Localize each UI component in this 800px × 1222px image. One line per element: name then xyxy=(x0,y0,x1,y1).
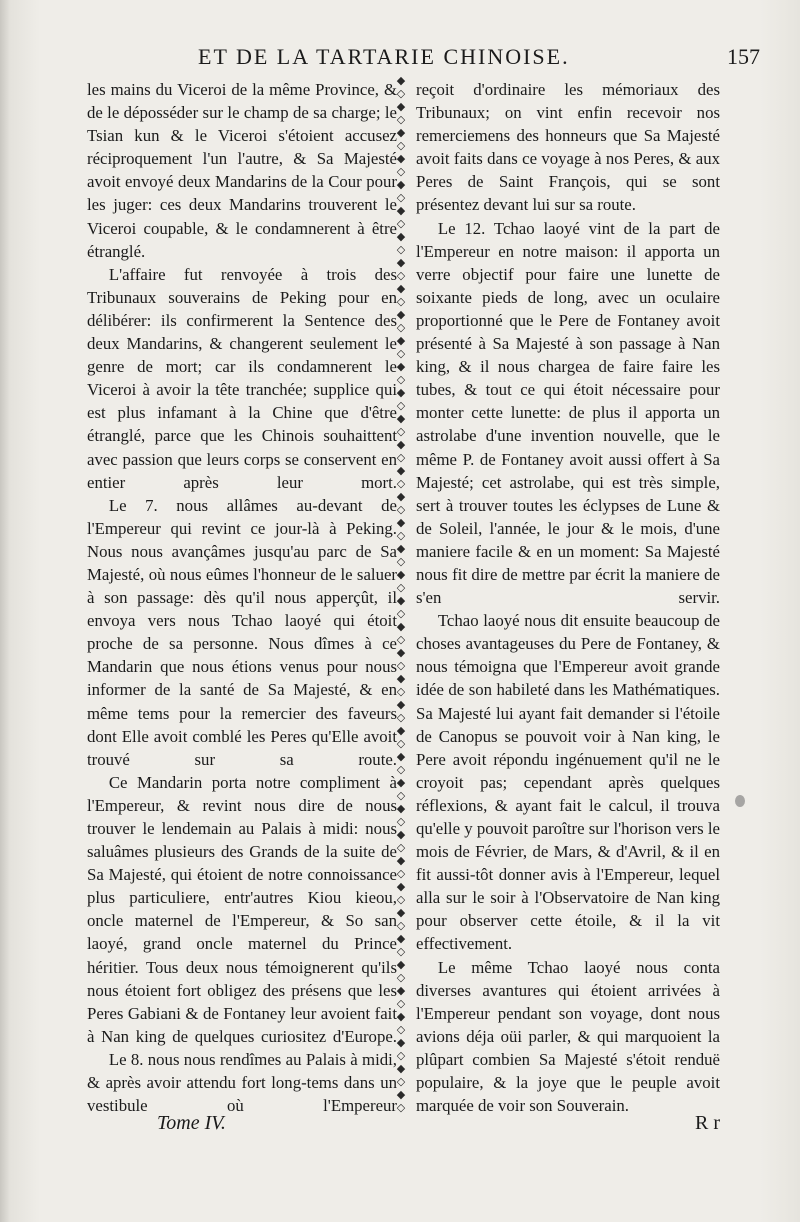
page-number: 157 xyxy=(727,44,760,69)
running-title: ET DE LA TARTARIE CHINOISE. xyxy=(198,44,570,69)
paragraph: Le même Tchao laoyé nous conta diverses avantures qui étoient arrivées à l'Empereur pendant son voyage, dont nous avions déja oüi parler, & qui marquoient la plûpart combien Sa Majesté s'étoit renduë populaire, & la joye que le peuple avoit marquée de voir son Souverain. xyxy=(416,957,720,1116)
ink-smudge xyxy=(735,795,745,807)
page-header xyxy=(80,44,760,78)
signature-mark: R r xyxy=(695,1112,720,1134)
volume-mark: Tome IV. xyxy=(157,1112,226,1134)
ornamental-column-divider: ◆ ◇ ◆ ◇ ◆ ◇ ◆ ◇ ◆ ◇ ◆ ◇ ◆ ◇ ◆ ◇ ◆ ◇ ◆ ◇ ◆ ◇ ◆ ◇ ◆ ◇ ◆ ◇ ◆ ◇ ◆ ◇ ◆ ◇ ◆ ◇ ◆ ◇ ◆ ◇ ◆ ◇ ◆ ◇ ◆ ◇ ◆ ◇ ◆ ◇ ◆ ◇ ◆ ◇ ◆ ◇ ◆ ◇ ◆ ◇ ◆ ◇ ◆ ◇ ◆ ◇ ◆ ◇ ◆ ◇ ◆ ◇ ◆ ◇ ◆ ◇ ◆ ◇ ◆ ◇ xyxy=(396,74,406,1114)
paragraph: L'affaire fut renvoyée à trois des Tribunaux souverains de Peking pour en délibérer: ils confirmerent la Sentence des deux Mandarins, & changerent seulement le genre de mort; car ils condamnerent le Viceroi à avoir la tête tranchée; supplice qui est plus infamant à la Chine que d'être étranglé, parce que les Chinois souhaittent avec passion que leurs corps se conservent en entier après leur mort. xyxy=(87,264,397,492)
left-column xyxy=(87,78,397,1117)
paragraph: Tchao laoyé nous dit ensuite beaucoup de choses avantageuses du Pere de Fontaney, & nous témoigna que l'Empereur avoit grande idée de son habileté dans les Mathématiques. Sa Majesté lui ayant fait demander si l'étoile de Canopus se pouvoit voir à Nan king, le Pere avoit répondu ingénuement qu'il ne le croyoit pas; cependant après quelques réflexions, & ayant fait le calcul, il trouva qu'elle y pouvoit paroître sur l'horison vers le mois de Février, de Mars, & d'Avril, & il en fit aussi-tôt donner avis à l'Empereur, lequel alla sur le soir à l'Observatoire de Nan king pour observer cette étoile, & il la vit effectivement. xyxy=(416,611,720,954)
paragraph: Le 7. nous allâmes au-devant de l'Empereur qui revint ce jour-là à Peking. Nous nous avançâmes jusqu'au parc de Sa Majesté, où nous eûmes l'honneur de le saluer à son passage: dès qu'il nous apperçût, il envoya vers nous Tchao laoyé qui étoit proche de sa personne. Nous dîmes à ce Mandarin que nous étions venus pour nous informer de la santé de Sa Majesté, & en même tems pour la remercier des faveurs dont Elle avoit comblé les Peres qu'Elle avoit trouvé sur sa route. xyxy=(87,495,397,769)
paragraph: Le 8. nous nous rendîmes au Palais à midi, & après avoir attendu fort long-tems dans un vestibule où l'Empereur xyxy=(87,1049,397,1116)
paragraph: Le 12. Tchao laoyé vint de la part de l'Empereur en notre maison: il apporta un verre objectif pour faire une lunette de soixante pieds de long, avec un oculaire proportionné que le Pere de Fontaney avoit présenté à Sa Majesté à son passage à Nan king, & il nous chargea de faire faire les tubes, & tout ce qui étoit nécessaire pour monter cette lunette: de plus il apporta un astrolabe d'une invention nouvelle, que le même P. de Fontaney avoit aussi offert à Sa Majesté; cet astrolabe, qui est très simple, sert à trouver toutes les éclypses de Lune & de Soleil, l'année, le jour & le mois, d'une maniere facile & en un moment: Sa Majesté nous fit dire de mettre par écrit la maniere de s'en servir. xyxy=(416,218,720,608)
paragraph: reçoit d'ordinaire les mémoriaux des Tribunaux; on vint enfin recevoir nos remerciemens des honneurs que Sa Majesté avoit faits dans ce voyage à nos Peres, & aux Peres de Saint François, qui se sont présentez devant lui sur sa route. xyxy=(416,80,720,215)
paragraph: les mains du Viceroi de la même Province, & de le déposséder sur le champ de sa charge; le Tsian kun & le Viceroi s'étoient accusez réciproquement l'un l'autre, & Sa Majesté avoit envoyé deux Mandarins de la Cour pour les juger: ces deux Mandarins trouverent le Viceroi coupable, & le condamnerent à être étranglé. xyxy=(87,80,397,261)
paragraph: Ce Mandarin porta notre compliment à l'Empereur, & revint nous dire de nous trouver le lendemain au Palais à midi: nous saluâmes plusieurs des Grands de la suite de Sa Majesté, qui étoient de notre connoissance plus particuliere, entr'autres Kiou kieou, oncle maternel de l'Empereur, & So san laoyé, grand oncle maternel du Prince héritier. Tous deux nous témoignerent qu'ils nous étoient fort obligez des présens que les Peres Gabiani & de Fontaney leur avoient fait à Nan king de quelques curiositez d'Europe. xyxy=(87,772,397,1046)
page-footer xyxy=(87,1112,720,1142)
right-column xyxy=(416,78,720,1117)
